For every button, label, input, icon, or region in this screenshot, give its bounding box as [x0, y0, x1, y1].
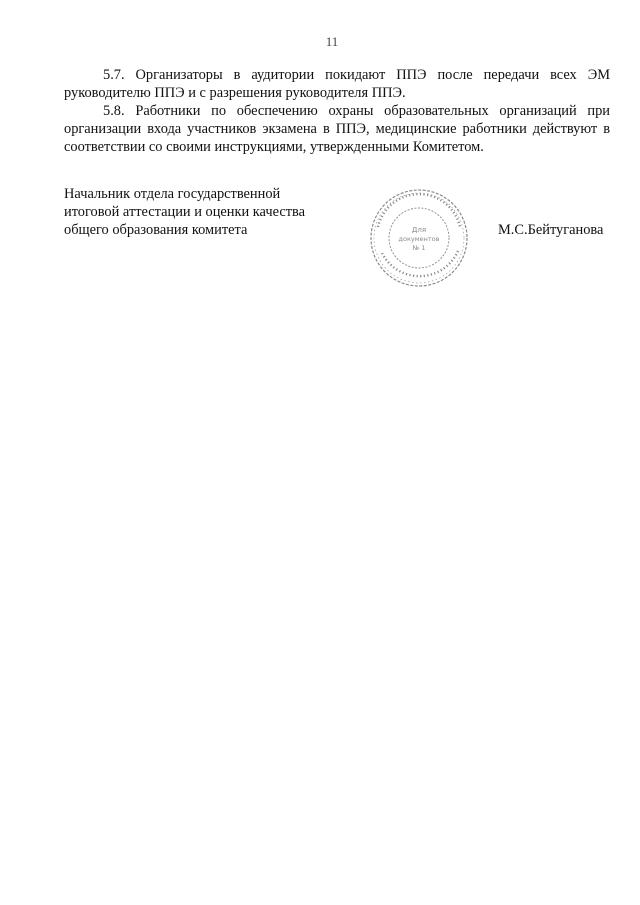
paragraph-5-7: 5.7. Организаторы в аудитории покидают ППЭ после передачи всех ЭМ руководителю ППЭ и с разрешения руководителя ППЭ. — [64, 67, 610, 101]
stamp-center-line: документов — [398, 235, 440, 243]
stamp-center-line: № 1 — [412, 244, 426, 252]
page-number: 11 — [325, 34, 339, 49]
signatory-position-line: общего образования комитета — [64, 222, 248, 238]
signatory-position-line: итоговой аттестации и оценки качества — [64, 204, 306, 220]
signatory-position-line: Начальник отдела государственной — [64, 186, 281, 202]
signatory-position — [64, 185, 344, 239]
paragraph-5-8: 5.8. Работники по обеспечению охраны образовательных организаций при организации входа участников экзамена в ППЭ, медицинские работники действуют в соответствии со своими инструкциями, утвержденными Комитетом. — [64, 103, 610, 155]
document-body — [64, 66, 610, 156]
signatory-name: М.С.Бейтуганова — [498, 222, 604, 238]
stamp-center-line: Для — [411, 226, 427, 234]
official-stamp-icon — [368, 187, 470, 289]
